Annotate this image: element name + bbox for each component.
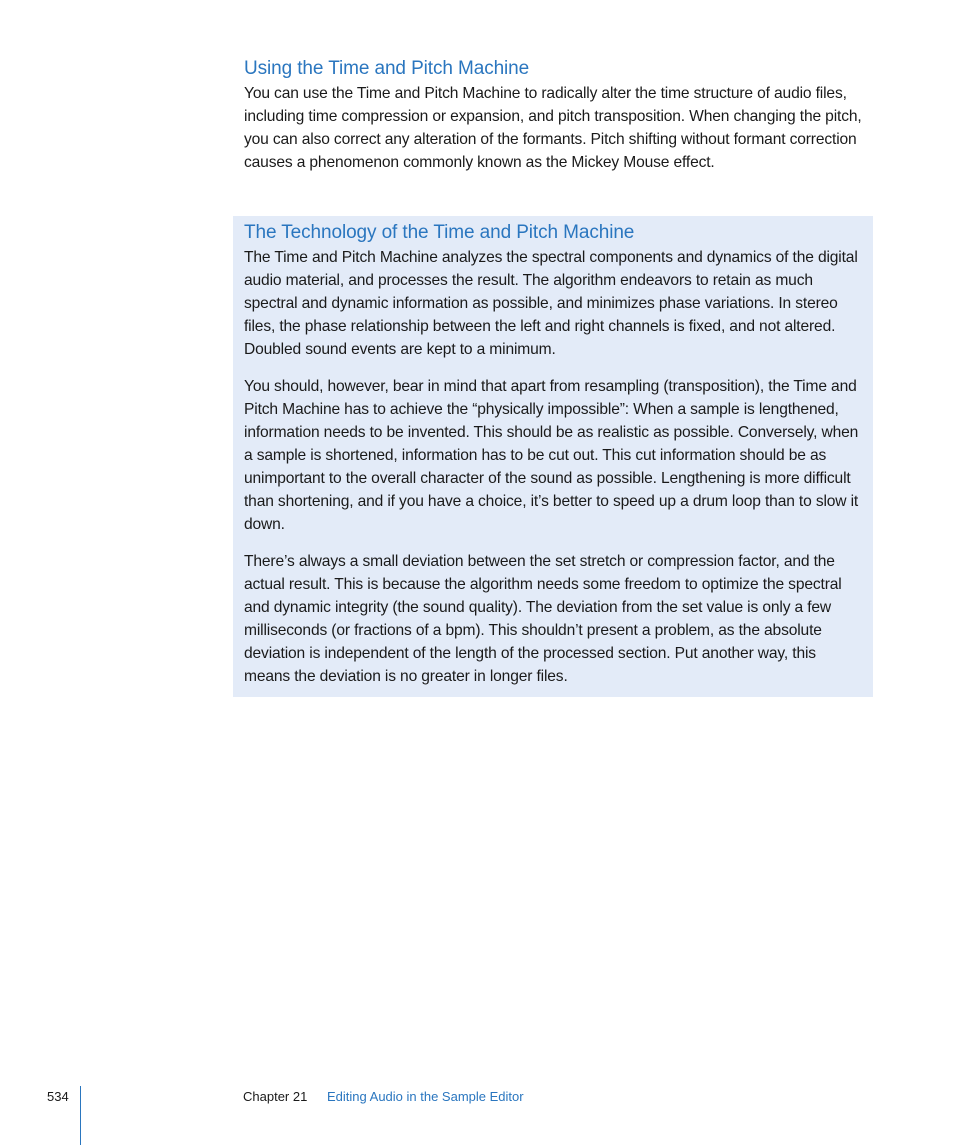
- intro-paragraph: You can use the Time and Pitch Machine to radically alter the time structure of audio files, including time compression or expansion, and pitch transposition. When changing the pitch, you can also correct any alteration of the formants. Pitch shifting without formant correction causes a phenomenon commonly known as the Mickey Mouse effect.: [244, 85, 862, 171]
- technology-paragraph-2: You should, however, bear in mind that apart from resampling (transposition), the Time and Pitch Machine has to achieve the “physically impossible”: When a sample is lengthened, information needs to be invented. This should be as realistic as possible. Conversely, when a sample is shortened, information has to be cut out. This cut information should be as unimportant to the overall character of the sound as possible. Lengthening is more difficult than shortening, and if you have a choice, it’s better to speed up a drum loop than to slow it down.: [244, 378, 859, 533]
- footer-divider: [80, 1086, 81, 1145]
- intro-section: [244, 57, 874, 174]
- technology-content: [244, 221, 864, 688]
- section-heading: Using the Time and Pitch Machine: [244, 58, 530, 79]
- technology-paragraph-1: The Time and Pitch Machine analyzes the spectral components and dynamics of the digital audio material, and processes the result. The algorithm endeavors to retain as much spectral and dynamic information as possible, and minimizes phase variations. In stereo files, the phase relationship between the left and right channels is fixed, and not altered. Doubled sound events are kept to a minimum.: [244, 249, 858, 358]
- technology-heading: The Technology of the Time and Pitch Machine: [244, 222, 635, 243]
- technology-paragraph-3: There’s always a small deviation between the set stretch or compression factor, and the actual result. This is because the algorithm needs some freedom to optimize the spectral and dynamic integrity (the sound quality). The deviation from the set value is only a few milliseconds (or fractions of a bpm). This shouldn’t present a problem, as the absolute deviation is independent of the length of the processed section. Put another way, this means the deviation is no greater in longer files.: [244, 553, 842, 685]
- footer-chapter-label: Chapter 21: [243, 1089, 308, 1104]
- footer-chapter-title: Editing Audio in the Sample Editor: [327, 1089, 524, 1104]
- technology-callout-box: [233, 216, 873, 697]
- page-number: 534: [47, 1089, 69, 1104]
